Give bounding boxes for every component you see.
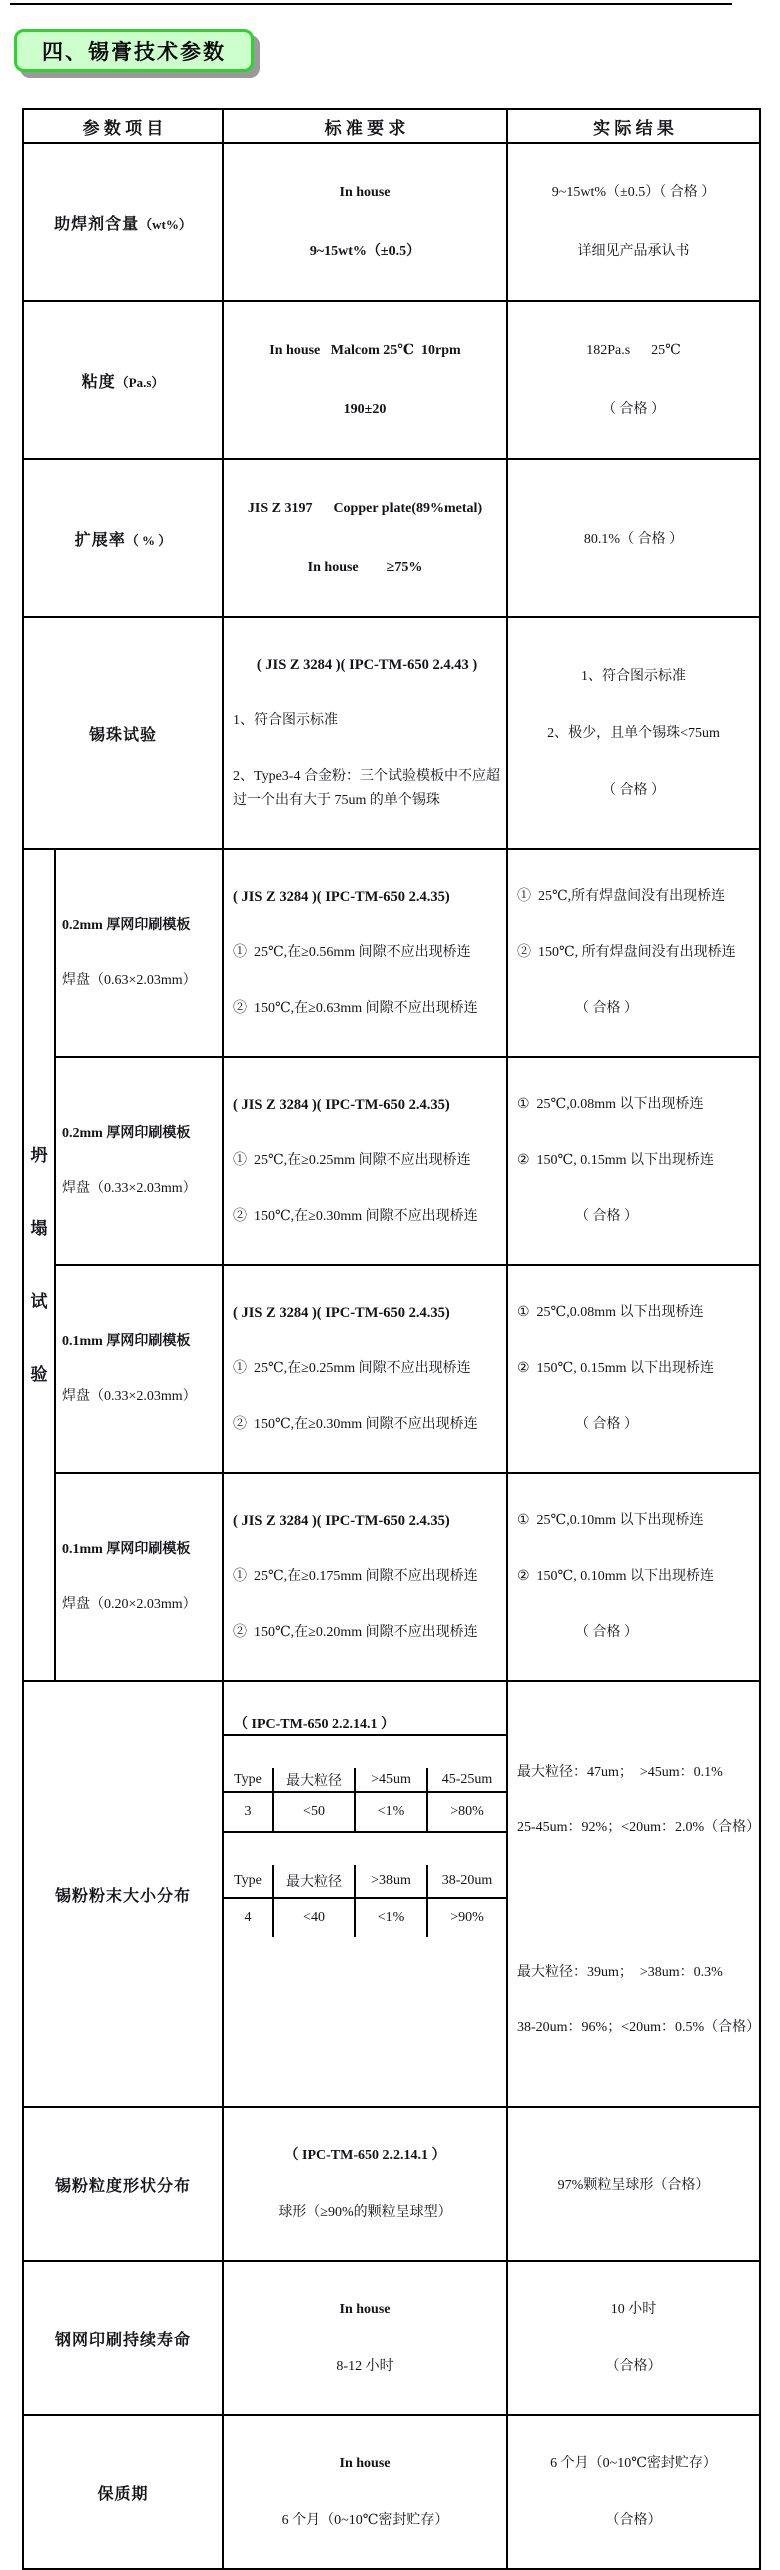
- collapse-b-res-item: ① 25℃,0.08mm 以下出现桥连: [517, 1097, 704, 1112]
- stencil-life-res-line: （合格）: [605, 2359, 662, 2374]
- powder-shape-std-cell: [223, 2107, 507, 2261]
- row-viscosity: [23, 301, 760, 459]
- stencil-life-label-cell: [23, 2261, 223, 2415]
- nested-value: 4: [224, 1899, 274, 1937]
- collapse-b-res-cell: [507, 1057, 760, 1265]
- collapse-c-pad: 焊盘（0.33×2.03mm）: [62, 1389, 197, 1404]
- shelf-life-res-line: （合格）: [605, 2513, 662, 2528]
- row-collapse-d: [23, 1473, 760, 1681]
- viscosity-unit: （Pa.s）: [115, 374, 165, 390]
- spread-std-line: JIS Z 3197 Copper plate(89%metal): [247, 501, 483, 516]
- collapse-d-label-cell: [55, 1473, 223, 1681]
- collapse-c-stencil: 0.1mm 厚网印刷模板: [62, 1334, 191, 1349]
- collapse-c-res-item: ② 150℃, 0.15mm 以下出现桥连: [517, 1361, 714, 1376]
- flux-unit: （wt%）: [139, 216, 192, 232]
- collapse-b-pad: 焊盘（0.33×2.03mm）: [62, 1181, 197, 1196]
- nested-value: <40: [274, 1899, 356, 1937]
- collapse-d-pad: 焊盘（0.20×2.03mm）: [62, 1597, 197, 1612]
- stencil-life-res-line: 10 小时: [610, 2302, 657, 2317]
- viscosity-res-line: 182Pa.s 25℃: [586, 343, 681, 358]
- powder-size-std-cell: [223, 1681, 507, 2107]
- solder-ball-std-item: 2、Type3-4 合金粉：三个试验模板中不应超过一个出有大于 75um 的单个锡珠: [233, 769, 500, 808]
- row-collapse-b: [23, 1057, 760, 1265]
- powder-size-label: 锡粉粉末大小分布: [54, 1887, 191, 1905]
- powder-shape-res-line: 97%颗粒呈球形（合格）: [557, 2178, 710, 2193]
- flux-res-line: 9~15wt%（±0.5）（ 合格 ）: [551, 185, 716, 200]
- collapse-a-std-cell: [223, 849, 507, 1057]
- collapse-a-res-item: ② 150℃, 所有焊盘间没有出现桥连: [517, 945, 736, 960]
- collapse-a-verdict: （ 合格 ）: [575, 1001, 638, 1016]
- stencil-life-label: 钢网印刷持续寿命: [54, 2331, 191, 2349]
- section-title-badge: [14, 29, 254, 72]
- collapse-b-std-item: ① 25℃,在≥0.25mm 间隙不应出现桥连: [233, 1153, 471, 1168]
- collapse-b-std-ref: ( JIS Z 3284 )( IPC-TM-650 2.4.35): [233, 1097, 450, 1113]
- collapse-d-res-item: ② 150℃, 0.10mm 以下出现桥连: [517, 1569, 714, 1584]
- nested-value: >90%: [450, 1910, 484, 1925]
- collapse-group-cell: [23, 849, 55, 1681]
- collapse-a-label-cell: [55, 849, 223, 1057]
- flux-std-line: In house: [339, 185, 391, 200]
- row-collapse-a: [23, 849, 760, 1057]
- shelf-life-std-line: In house: [339, 2456, 391, 2471]
- powder-size-std-ref: （ IPC-TM-650 2.2.14.1 ）: [224, 1714, 506, 1736]
- viscosity-std-line: 190±20: [343, 402, 387, 417]
- powder-shape-label: 锡粉粒度形状分布: [54, 2177, 191, 2195]
- powder-size-res-cell: [507, 1681, 760, 2107]
- nested-value: >80%: [428, 1793, 506, 1833]
- collapse-c-res-item: ① 25℃,0.08mm 以下出现桥连: [517, 1305, 704, 1320]
- nested-value: <1%: [356, 1793, 428, 1833]
- flux-label-cell: [23, 143, 223, 301]
- shelf-life-std-cell: [223, 2415, 507, 2569]
- collapse-d-std-ref: ( JIS Z 3284 )( IPC-TM-650 2.4.35): [233, 1513, 450, 1529]
- collapse-a-pad: 焊盘（0.63×2.03mm）: [62, 973, 197, 988]
- collapse-a-stencil: 0.2mm 厚网印刷模板: [62, 918, 191, 933]
- spread-res-line: 80.1%（ 合格 ）: [583, 532, 684, 547]
- nested-header: 最大粒径: [274, 1865, 356, 1899]
- nested-header: Type: [224, 1865, 274, 1899]
- viscosity-label: 粘度: [81, 373, 116, 391]
- page-title: 四、锡膏技术参数: [42, 39, 226, 64]
- solder-ball-label: 锡珠试验: [88, 726, 157, 744]
- powder-shape-res-cell: [507, 2107, 760, 2261]
- viscosity-res-cell: [507, 301, 760, 459]
- powder-size-label-cell: [23, 1681, 223, 2107]
- powder-table-type4: [224, 1865, 506, 1937]
- flux-label: 助焊剂含量: [54, 215, 140, 233]
- solder-ball-res-cell: [507, 617, 760, 849]
- solder-ball-std-ref: ( JIS Z 3284 )( IPC-TM-650 2.4.43 ): [256, 657, 478, 673]
- collapse-c-verdict: （ 合格 ）: [575, 1417, 638, 1432]
- viscosity-std-cell: [223, 301, 507, 459]
- nested-header: 45-25um: [428, 1768, 506, 1793]
- powder-shape-std-ref: （ IPC-TM-650 2.2.14.1 ）: [284, 2148, 446, 2163]
- collapse-d-stencil: 0.1mm 厚网印刷模板: [62, 1542, 191, 1557]
- collapse-c-std-item: ② 150℃,在≥0.30mm 间隙不应出现桥连: [233, 1417, 478, 1432]
- viscosity-std-line: In house Malcom 25℃ 10rpm: [269, 343, 461, 358]
- collapse-a-res-cell: [507, 849, 760, 1057]
- flux-std-line: 9~15wt%（±0.5）: [309, 244, 421, 259]
- stencil-life-std-cell: [223, 2261, 507, 2415]
- page-top-rule: [10, 3, 732, 5]
- spread-label-cell: [23, 459, 223, 617]
- powder-res-line: 最大粒径：39um； >38um：0.3%: [517, 1965, 723, 1980]
- row-spread: [23, 459, 760, 617]
- solder-ball-std-item: 1、符合图示标准: [233, 713, 338, 728]
- spread-std-line: In house ≥75%: [307, 560, 423, 575]
- nested-value: <1%: [356, 1899, 428, 1937]
- stencil-life-res-cell: [507, 2261, 760, 2415]
- flux-res-line: 详细见产品承认书: [577, 244, 690, 259]
- collapse-b-res-item: ② 150℃, 0.15mm 以下出现桥连: [517, 1153, 714, 1168]
- collapse-d-std-cell: [223, 1473, 507, 1681]
- nested-header: 38-20um: [428, 1865, 506, 1899]
- nested-header: >45um: [356, 1768, 428, 1793]
- collapse-b-std-cell: [223, 1057, 507, 1265]
- powder-res-line: 最大粒径：47um； >45um：0.1%: [517, 1765, 723, 1780]
- solder-ball-std-cell: [223, 617, 507, 849]
- row-collapse-c: [23, 1265, 760, 1473]
- row-powder-size: [23, 1681, 760, 2107]
- nested-value: 3: [224, 1793, 274, 1833]
- nested-value: <50: [274, 1793, 356, 1833]
- solder-ball-res-line: 1、符合图示标准: [581, 668, 686, 684]
- collapse-a-res-item: ① 25℃,所有焊盘间没有出现桥连: [517, 889, 726, 904]
- solder-ball-res-line: 2、极少，且单个锡珠<75um: [547, 725, 720, 741]
- row-flux: [23, 143, 760, 301]
- solder-ball-label-cell: [23, 617, 223, 849]
- collapse-c-std-cell: [223, 1265, 507, 1473]
- shelf-life-label: 保质期: [97, 2485, 149, 2503]
- collapse-d-std-item: ② 150℃,在≥0.20mm 间隙不应出现桥连: [233, 1625, 478, 1640]
- row-shelf-life: [23, 2415, 760, 2569]
- header-param: 参 数 项 目: [23, 109, 223, 143]
- collapse-d-res-cell: [507, 1473, 760, 1681]
- table-header-row: [23, 109, 760, 143]
- collapse-d-verdict: （ 合格 ）: [575, 1625, 638, 1640]
- nested-header: Type: [224, 1768, 274, 1793]
- powder-res-block-type4: [517, 1929, 761, 2071]
- collapse-b-label-cell: [55, 1057, 223, 1265]
- row-powder-shape: [23, 2107, 760, 2261]
- spread-res-cell: [507, 459, 760, 617]
- flux-res-cell: [507, 143, 760, 301]
- viscosity-res-line: （ 合格 ）: [602, 402, 665, 417]
- header-result: 实 际 结 果: [507, 109, 760, 143]
- collapse-c-std-ref: ( JIS Z 3284 )( IPC-TM-650 2.4.35): [233, 1305, 450, 1321]
- collapse-a-std-ref: ( JIS Z 3284 )( IPC-TM-650 2.4.35): [233, 889, 450, 905]
- collapse-c-std-item: ① 25℃,在≥0.25mm 间隙不应出现桥连: [233, 1361, 471, 1376]
- collapse-c-label-cell: [55, 1265, 223, 1473]
- shelf-life-res-line: 6 个月（0~10℃密封贮存）: [550, 2456, 717, 2471]
- collapse-a-std-item: ① 25℃,在≥0.56mm 间隙不应出现桥连: [233, 945, 471, 960]
- spec-table-container: [22, 108, 759, 2570]
- collapse-b-std-item: ② 150℃,在≥0.30mm 间隙不应出现桥连: [233, 1209, 478, 1224]
- powder-res-line: 25-45um：92%；<20um：2.0%（合格）: [517, 1820, 761, 1835]
- collapse-c-res-cell: [507, 1265, 760, 1473]
- solder-ball-res-line: （ 合格 ）: [602, 782, 665, 798]
- stencil-life-std-line: In house: [339, 2302, 391, 2317]
- spread-label: 扩展率: [74, 531, 126, 549]
- powder-shape-std-line: 球形（≥90%的颗粒呈球型）: [278, 2205, 452, 2220]
- flux-std-cell: [223, 143, 507, 301]
- spread-unit: （ % ）: [125, 532, 172, 548]
- collapse-d-std-item: ① 25℃,在≥0.175mm 间隙不应出现桥连: [233, 1569, 478, 1584]
- nested-header: 最大粒径: [274, 1768, 356, 1793]
- stencil-life-std-line: 8-12 小时: [336, 2359, 394, 2374]
- powder-shape-label-cell: [23, 2107, 223, 2261]
- collapse-a-std-item: ② 150℃,在≥0.63mm 间隙不应出现桥连: [233, 1001, 478, 1016]
- collapse-b-stencil: 0.2mm 厚网印刷模板: [62, 1126, 191, 1141]
- spread-std-cell: [223, 459, 507, 617]
- header-standard: 标 准 要 求: [223, 109, 507, 143]
- collapse-b-verdict: （ 合格 ）: [575, 1209, 638, 1224]
- shelf-life-res-cell: [507, 2415, 760, 2569]
- shelf-life-std-line: 6 个月（0~10℃密封贮存）: [281, 2513, 449, 2528]
- powder-table-type3: [224, 1768, 506, 1833]
- collapse-group-label: 坍塌试验: [30, 1146, 48, 1384]
- viscosity-label-cell: [23, 301, 223, 459]
- collapse-d-res-item: ① 25℃,0.10mm 以下出现桥连: [517, 1513, 704, 1528]
- spec-table: [22, 108, 761, 2570]
- row-solder-ball: [23, 617, 760, 849]
- nested-header: >38um: [356, 1865, 428, 1899]
- shelf-life-label-cell: [23, 2415, 223, 2569]
- row-stencil-life: [23, 2261, 760, 2415]
- powder-res-block-type3: [517, 1729, 761, 1871]
- powder-res-line: 38-20um：96%；<20um：0.5%（合格）: [517, 2020, 761, 2035]
